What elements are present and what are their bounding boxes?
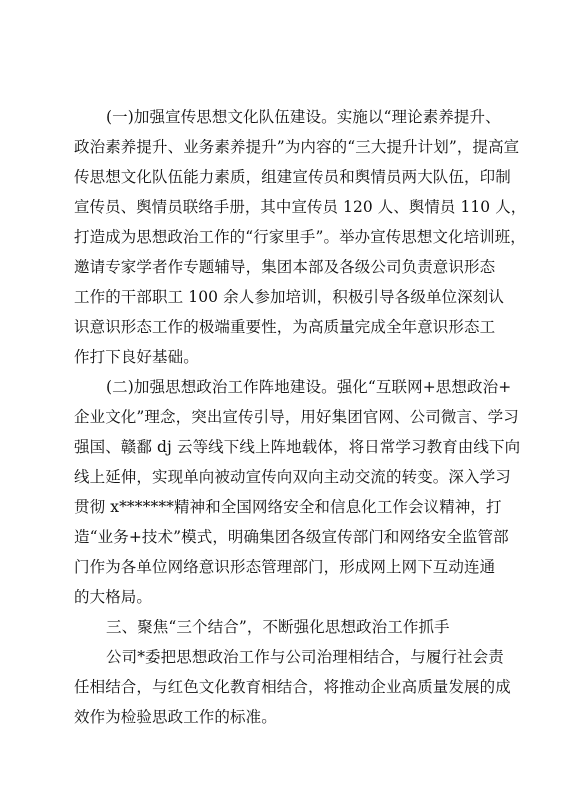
para-3-line-1: 公司*委把思想政治工作与公司治理相结合，与履行社会责	[106, 648, 504, 666]
para-2-line-1: (二)加强思想政治工作阵地建设。强化“互联网+思想政治+	[106, 378, 512, 396]
para-2-line-4: 线上延伸，实现单向被动宣传向双向主动交流的转变。深入学习	[74, 468, 511, 486]
para-1-line-3: 传思想文化队伍能力素质，组建宣传员和舆情员两大队伍，印制	[74, 168, 511, 186]
para-2-line-3: 强国、赣鄱 dj 云等线下线上阵地载体，将日常学习教育由线下向	[74, 438, 521, 456]
para-1-line-5: 打造成为思想政治工作的“行家里手”。举办宣传思想文化培训班，	[74, 228, 526, 246]
para-3-line-2: 任相结合，与红色文化教育相结合，将推动企业高质量发展的成	[74, 678, 511, 696]
para-2-line-2: 企业文化”理念，突出宣传引导，用好集团官网、公司微言、学习	[74, 408, 519, 426]
para-1-line-1: (一)加强宣传思想文化队伍建设。实施以“理论素养提升、	[106, 108, 501, 126]
para-1-line-7: 工作的干部职工 100 余人参加培训，积极引导各级单位深刻认	[74, 288, 504, 306]
para-2-line-6: 造“业务+技术”模式，明确集团各级宣传部门和网络安全监管部	[74, 528, 509, 546]
para-2-line-7: 门作为各单位网络意识形态管理部门，形成网上网下互动连通	[74, 558, 496, 576]
para-2-line-8: 的大格局。	[74, 588, 153, 606]
para-1-line-4: 宣传员、舆情员联络手册，其中宣传员 120 人、舆情员 110 人，	[74, 198, 527, 216]
para-3-line-3: 效作为检验思政工作的标准。	[74, 708, 277, 726]
section-heading-3: 三、聚焦“三个结合”，不断强化思想政治工作抓手	[106, 618, 450, 636]
para-1-line-9: 作打下良好基础。	[74, 348, 199, 366]
para-1-line-8: 识意识形态工作的极端重要性，为高质量完成全年意识形态工	[74, 318, 496, 336]
para-1-line-2: 政治素养提升、业务素养提升”为内容的“三大提升计划”，提高宣	[74, 138, 520, 156]
para-1-line-6: 邀请专家学者作专题辅导，集团本部及各级公司负责意识形态	[74, 258, 496, 276]
para-2-line-5: 贯彻 x*******精神和全国网络安全和信息化工作会议精神，打	[74, 498, 502, 516]
